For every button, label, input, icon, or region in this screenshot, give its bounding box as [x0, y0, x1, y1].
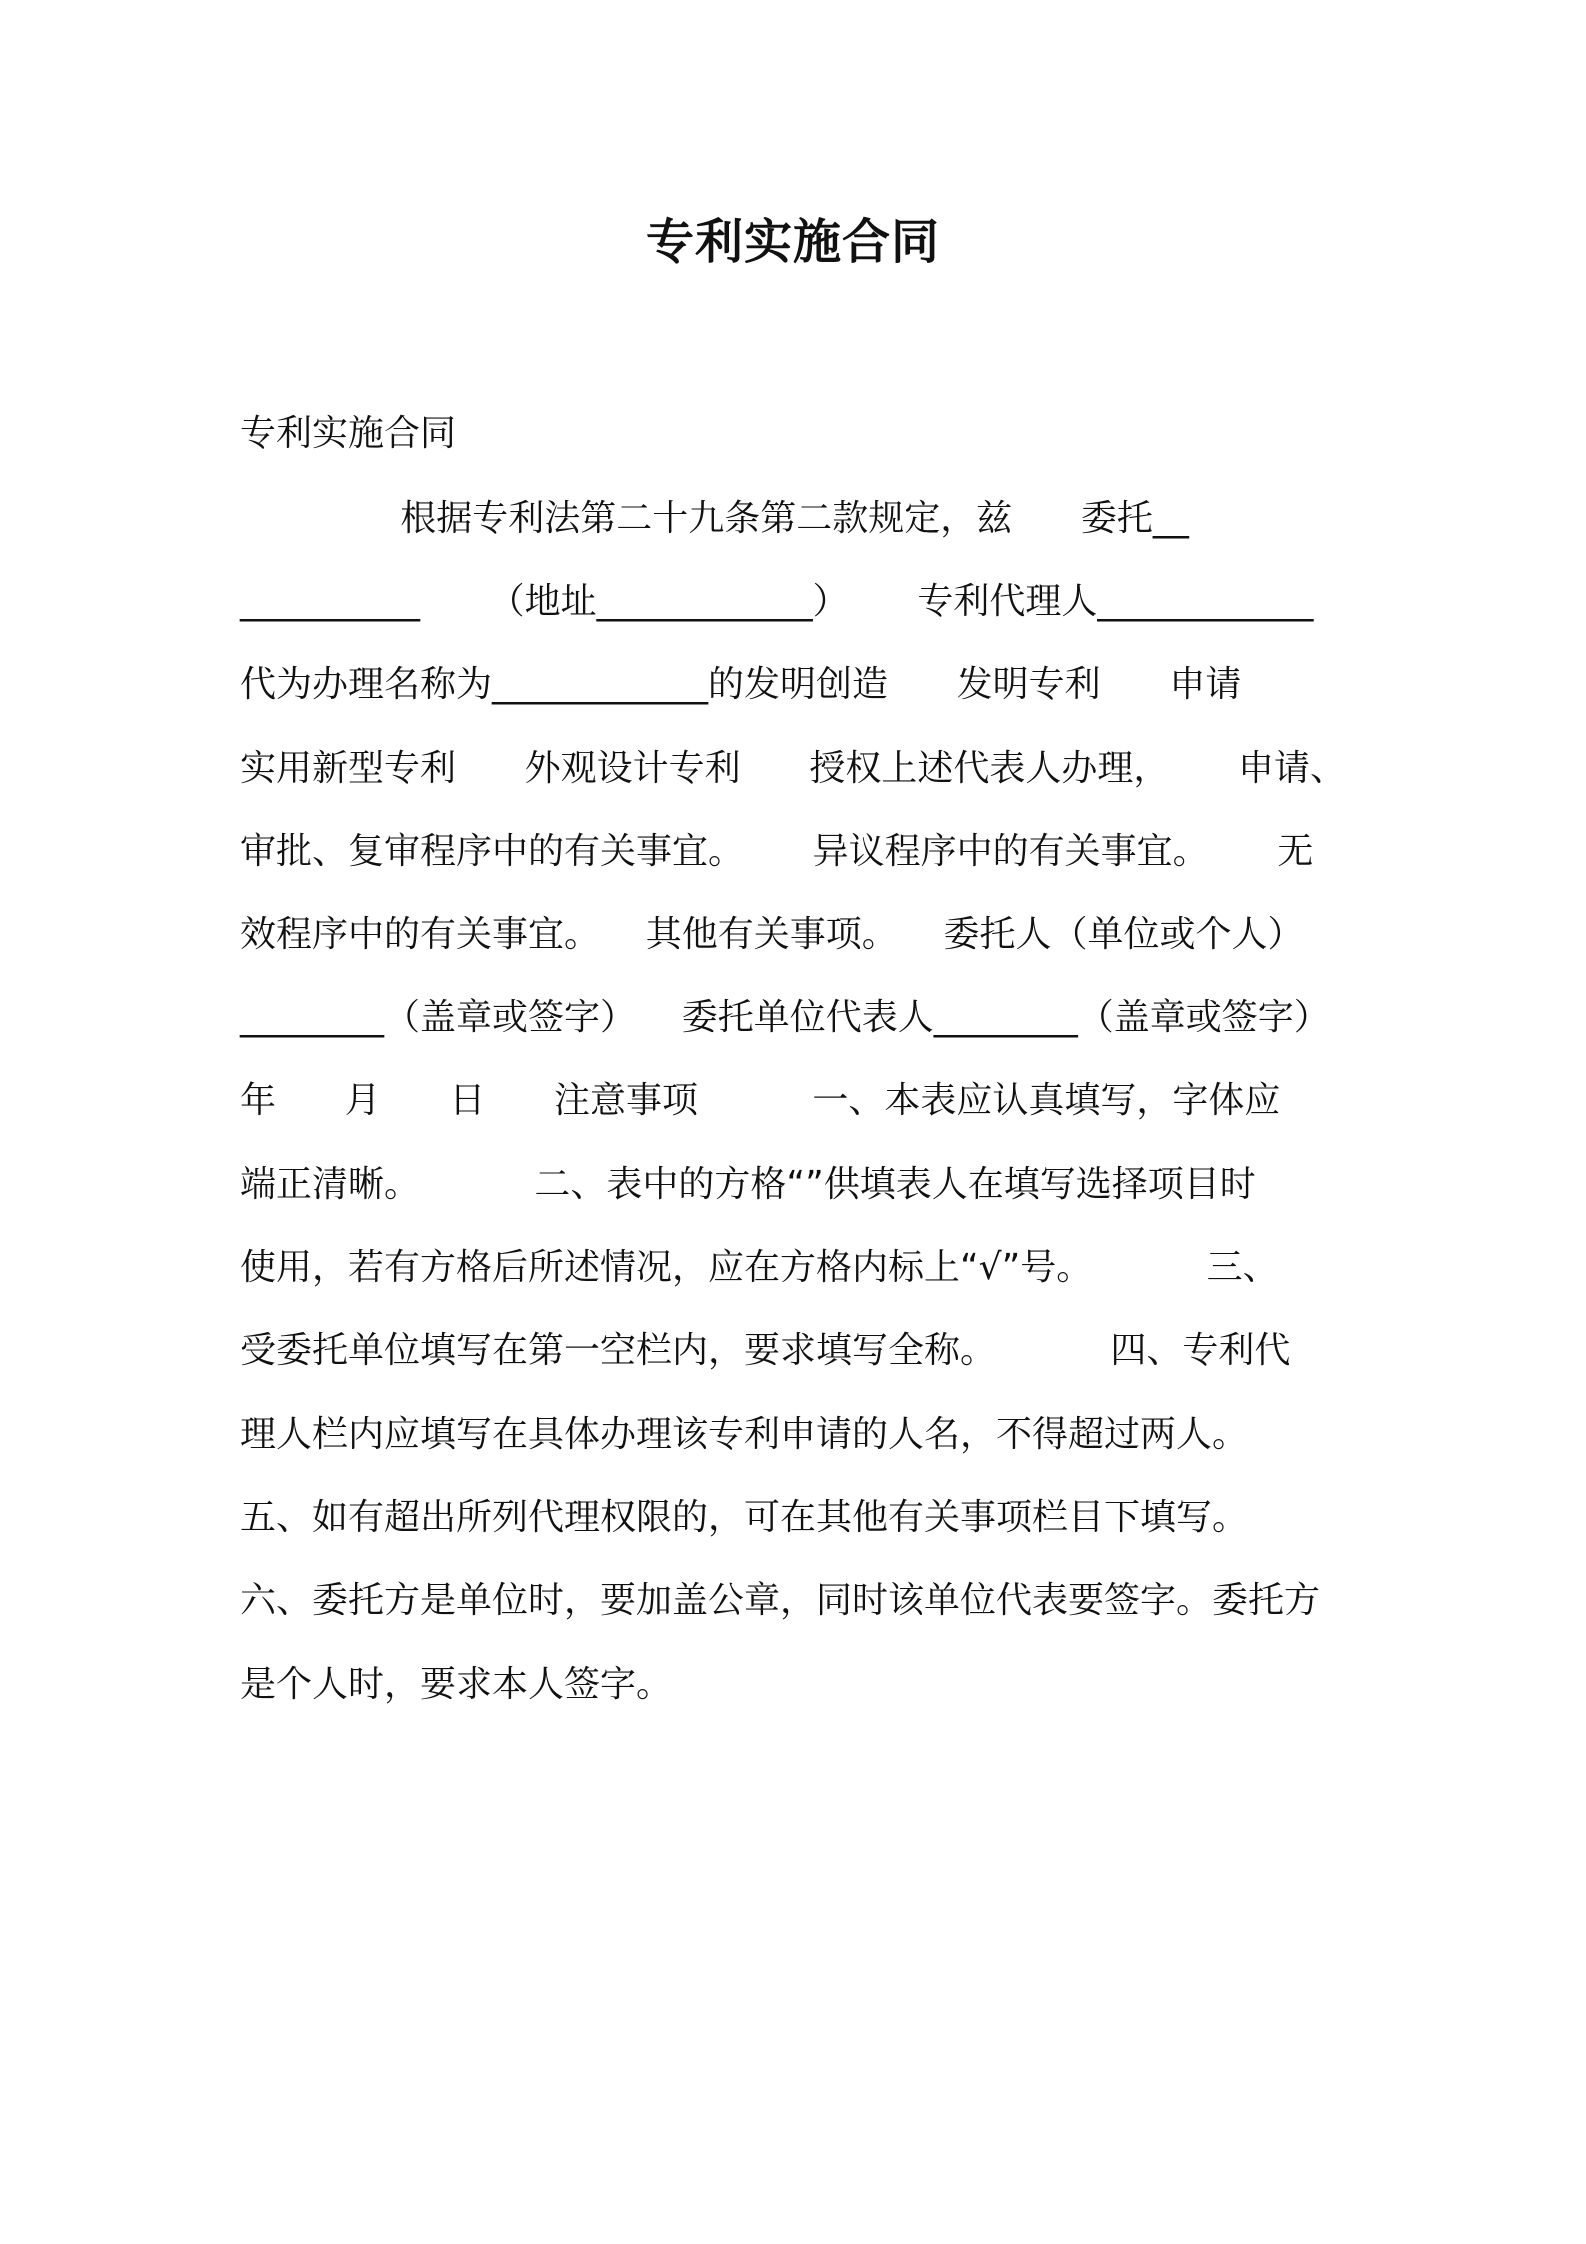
body-line-4: 实用新型专利 外观设计专利 授权上述代表人办理， 申请、 [240, 748, 1346, 789]
body-line-12: 理人栏内应填写在具体办理该专利申请的人名，不得超过两人。 [240, 1414, 1249, 1455]
document-subtitle: 专利实施合同 [240, 413, 457, 454]
body-line-8: 年 月 日 注意事项 一、本表应认真填写，字体应 [240, 1080, 1281, 1121]
body-line-5: 审批、复审程序中的有关事宜。 异议程序中的有关事宜。 无 [240, 831, 1314, 872]
body-line-14: 六、委托方是单位时，要加盖公章，同时该单位代表要签字。委托方 [240, 1580, 1321, 1621]
body-line-3: 代为办理名称为____________的发明创造 发明专利 申请 [240, 664, 1242, 705]
body-line-2: __________ （地址____________） 专利代理人____________ [240, 581, 1314, 622]
body-line-11: 受委托单位填写在第一空栏内，要求填写全称。 四、专利代 [240, 1330, 1291, 1371]
body-line-13: 五、如有超出所列代理权限的，可在其他有关事项栏目下填写。 [240, 1497, 1249, 1538]
body-line-7: ________（盖章或签字） 委托单位代表人________（盖章或签字） [240, 997, 1330, 1038]
document-title: 专利实施合同 [645, 214, 940, 270]
body-line-6: 效程序中的有关事宜。 其他有关事项。 委托人（单位或个人） [240, 914, 1304, 955]
body-line-1: 根据专利法第二十九条第二款规定，兹 委托__ [240, 498, 1189, 539]
body-line-10: 使用，若有方格后所述情况，应在方格内标上“√”号。 三、 [240, 1247, 1279, 1288]
body-line-9: 端正清晰。 二、表中的方格“”供填表人在填写选择项目时 [240, 1164, 1256, 1205]
body-line-15: 是个人时，要求本人签字。 [240, 1664, 673, 1705]
